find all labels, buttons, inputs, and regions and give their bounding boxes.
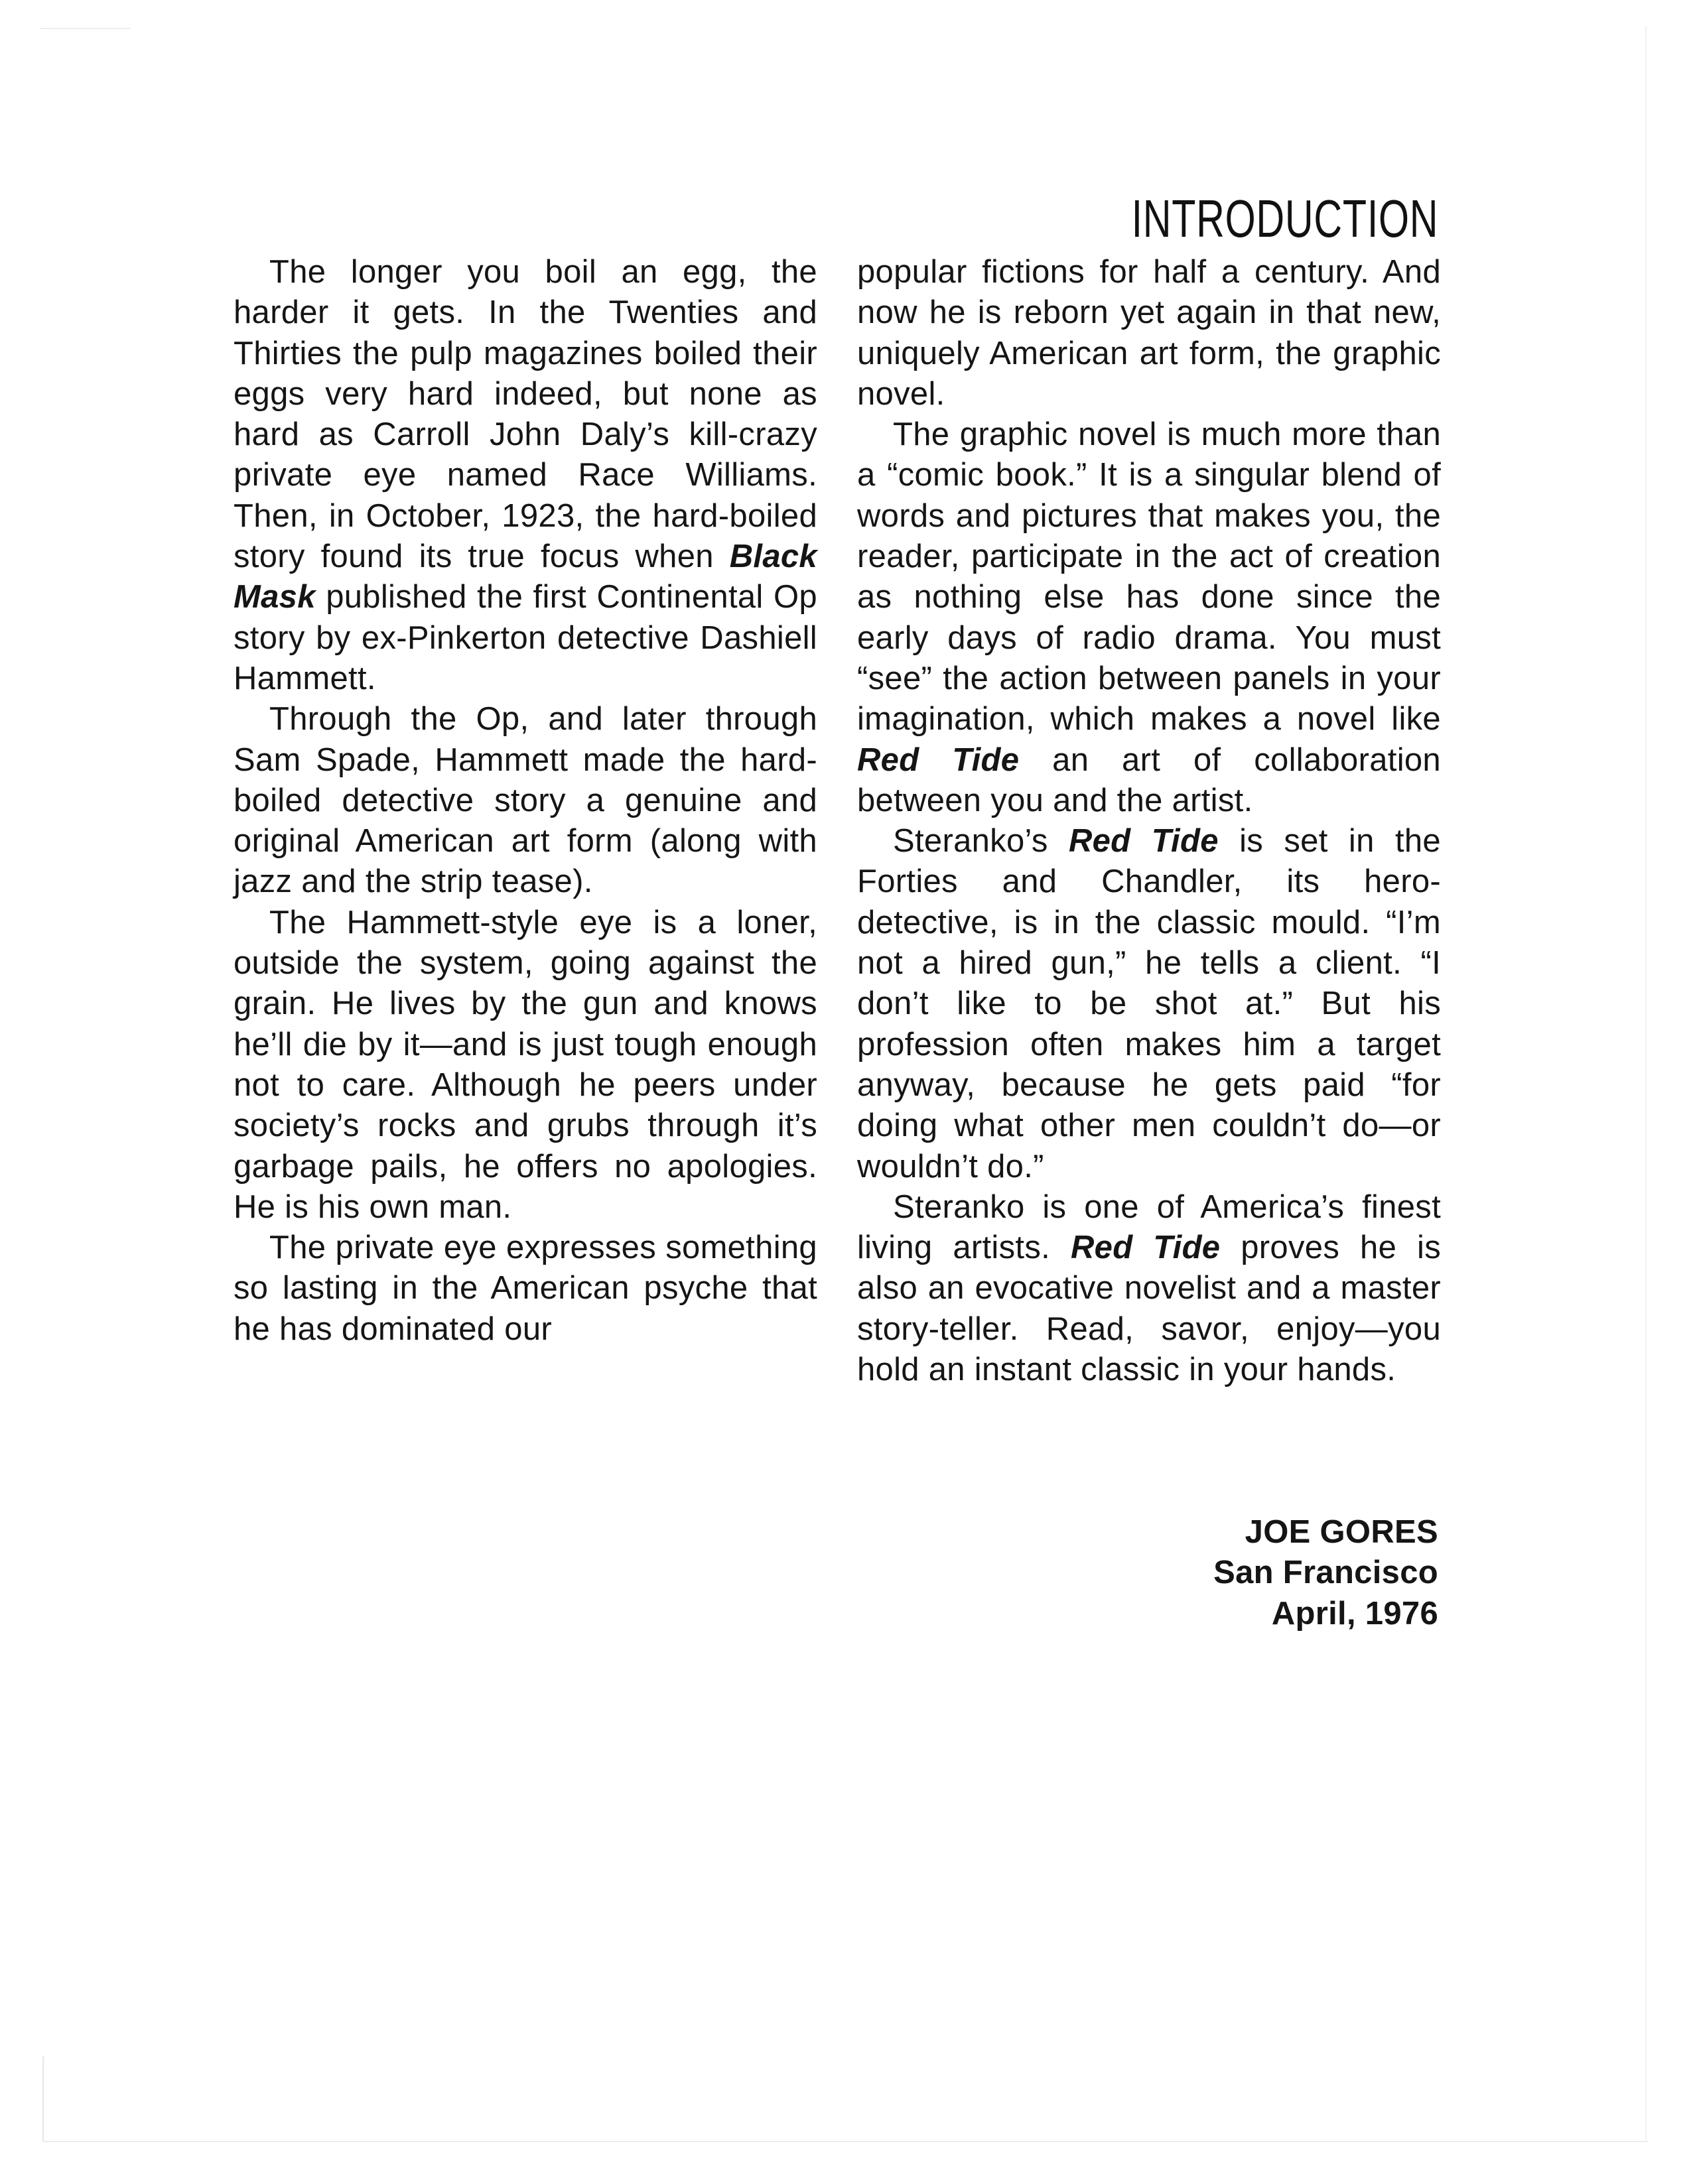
scan-edge-mark bbox=[42, 2056, 44, 2142]
italic-title-text: Red Tide bbox=[1070, 1230, 1221, 1266]
paragraph bbox=[234, 1228, 817, 1350]
paragraph-text: The private eye expresses something so lasting in the American psyche that he has dominated our bbox=[234, 1230, 817, 1347]
paragraph-text: an art of collaboration between you and the artist. bbox=[857, 741, 1441, 818]
signature-block bbox=[1213, 1512, 1438, 1634]
paragraph bbox=[234, 699, 817, 902]
paragraph-text: Steranko’s bbox=[893, 823, 1069, 860]
paragraph bbox=[234, 252, 817, 699]
scan-edge-mark bbox=[40, 28, 130, 29]
signature-date: April, 1976 bbox=[1271, 1595, 1438, 1632]
left-column bbox=[234, 252, 817, 1350]
paragraph bbox=[857, 821, 1441, 1187]
paragraph-text: The graphic novel is much more than a “comic book.” It is a singular blend of words and pictures that makes you, the reader, participate in the act of creation as nothing else has done since the early days of radio drama. You must “see” the action between panels in your imagination, which makes a novel like bbox=[857, 417, 1441, 738]
italic-title-text: Red Tide bbox=[857, 741, 1020, 778]
scan-edge-mark bbox=[42, 2141, 1648, 2142]
paragraph-text: The Hammett-style eye is a loner, outside the system, going against the grain. He lives by the gun and knows he’ll die by it—and is just tough enough not to care. Although he peers under society’s rocks and grubs through it’s garbage pails, he offers no apologies. He is his own man. bbox=[234, 904, 817, 1225]
paragraph bbox=[857, 1187, 1441, 1390]
signature-author: JOE GORES bbox=[1245, 1514, 1438, 1550]
italic-title-text: Red Tide bbox=[1068, 823, 1219, 860]
paragraph bbox=[857, 415, 1441, 821]
paragraph-text: popular fictions for half a century. And now he is reborn yet again in that new, uniquely American art form, the graphic novel. bbox=[857, 254, 1441, 412]
right-column bbox=[857, 252, 1441, 1390]
signature-city: San Francisco bbox=[1213, 1555, 1438, 1591]
italic-title-text: Black Mask bbox=[234, 539, 817, 615]
paragraph-text: proves he is also an evocative novelist and a master story-teller. Read, savor, enjoy—you hold an instant classic in your hands. bbox=[857, 1230, 1441, 1388]
paragraph bbox=[857, 252, 1441, 415]
paragraph bbox=[234, 903, 817, 1228]
paragraph-text: Through the Op, and later through Sam Spade, Hammett made the hard-boiled detective story a genuine and original American art form (along with jazz and the strip tease). bbox=[234, 701, 817, 900]
paragraph-text: published the first Continental Op story by ex-Pinkerton detective Dashiell Hammett. bbox=[234, 579, 817, 696]
paragraph-text: is set in the Forties and Chandler, its hero-detective, is in the classic mould. “I’m not a hired gun,” he tells a client. “I don’t like to be shot at.” But his profession often makes him a target anyway, because he gets paid “for doing what other men couldn’t do—or wouldn’t do.” bbox=[857, 823, 1441, 1185]
scan-edge-mark bbox=[1645, 27, 1647, 2142]
page-title: INTRODUCTION bbox=[1131, 189, 1438, 248]
paragraph-text: The longer you boil an egg, the harder it gets. In the Twenties and Thirties the pulp magazines boiled their eggs very hard indeed, but none as hard as Carroll John Daly’s kill-crazy private eye named Race Williams. Then, in October, 1923, the hard-boiled story found its true focus when bbox=[234, 254, 817, 575]
paragraph-text: Steranko is one of America’s finest living artists. bbox=[857, 1188, 1441, 1266]
